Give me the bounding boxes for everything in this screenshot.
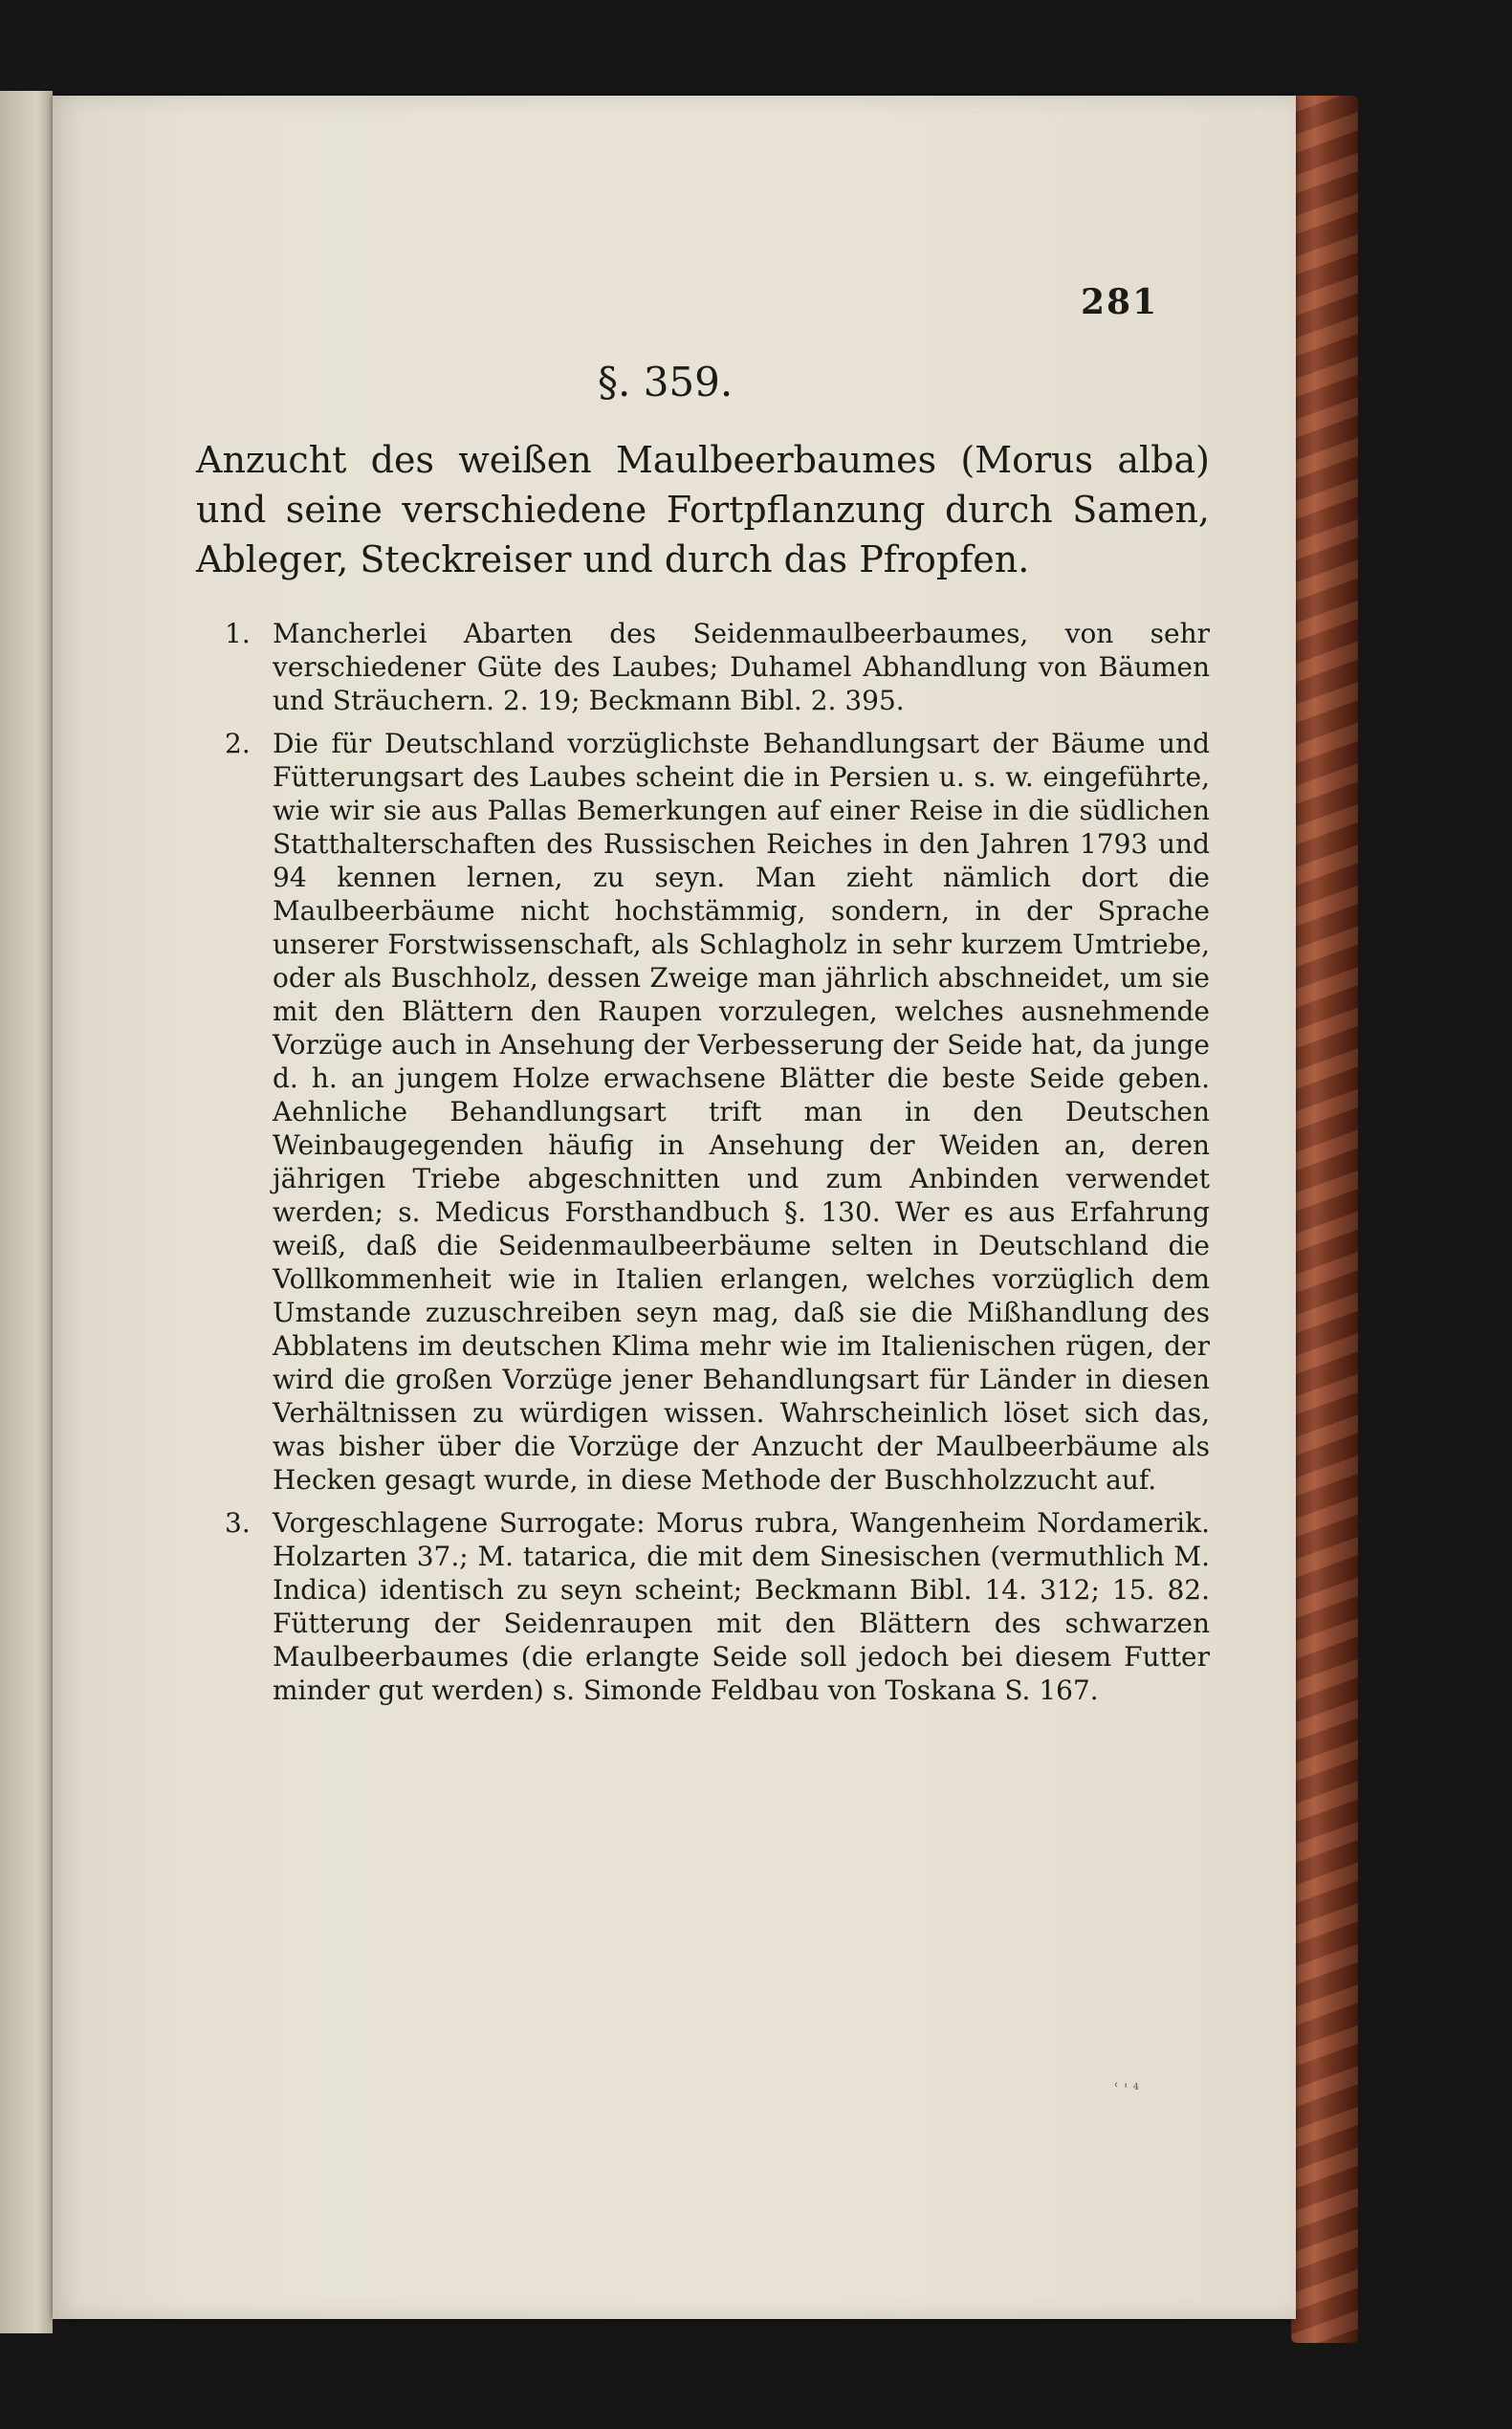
- note-item: [225, 727, 1210, 1497]
- note-text: Vorgeschlagene Surrogate: Morus rubra, Wangenheim Nordamerik. Holzarten 37.; M. tatarica, die mit dem Sinesischen (vermuthlich M. Indica) identisch zu seyn scheint; Beckmann Bibl. 14. 312; 15. 82. Fütterung der Seidenraupen mit den Blättern des schwarzen Maulbeerbaumes (die erlangte Seide soll jedoch bei diesem Futter minder gut werden) s. Simonde Feldbau von Toskana S. 167.: [273, 1507, 1210, 1706]
- note-number: 2.: [225, 728, 251, 759]
- note-number: 1.: [225, 618, 251, 649]
- section-number: §. 359.: [598, 359, 734, 405]
- note-text: Mancherlei Abarten des Seidenmaulbeerbaumes, von sehr verschiedener Güte des Laubes; Duhamel Abhandlung von Bäumen und Sträuchern. 2. 19; Beckmann Bibl. 2. 395.: [273, 618, 1210, 716]
- note-text: Die für Deutschland vorzüglichste Behandlungsart der Bäume und Fütterungsart des Laubes scheint die in Persien u. s. w. eingeführte, wie wir sie aus Pallas Bemerkungen auf einer Reise in die südlichen Statthalterschaften des Russischen Reiches in den Jahren 1793 und 94 kennen lernen, zu seyn. Man zieht nämlich dort die Maulbeerbäume nicht hochstämmig, sondern, in der Sprache unserer Forstwissenschaft, als Schlagholz in sehr kurzem Umtriebe, oder als Buschholz, dessen Zweige man jährlich abschneidet, um sie mit den Blättern den Raupen vorzulegen, welches ausnehmende Vorzüge auch in Ansehung der Verbesserung der Seide hat, da junge d. h. an jungem Holze erwachsene Blätter die beste Seide geben. Aehnliche Behandlungsart trift man in den Deutschen Weinbaugegenden häufig in Ansehung der Weiden an, deren jährigen Triebe abgeschnitten und zum Anbinden verwendet werden; s. Medicus Forsthandbuch §. 130. Wer es aus Erfahrung weiß, daß die Seidenmaulbeerbäume selten in Deutschland die Vollkommenheit wie in Italien erlangen, welches vorzüglich dem Umstande zuzuschreiben seyn mag, daß sie die Mißhandlung des Abblatens im deutschen Klima mehr wie im Italienischen rügen, der wird die großen Vorzüge jener Behandlungsart für Länder in diesen Verhältnissen zu würdigen wissen. Wahrscheinlich löset sich das, was bisher über die Vorzüge der Anzucht der Maulbeerbäume als Hecken gesagt wurde, in diese Methode der Buschholzzucht auf.: [273, 728, 1210, 1496]
- left-page-edge: [0, 91, 53, 2333]
- note-number: 3.: [225, 1507, 251, 1539]
- page-number: 281: [1081, 282, 1159, 322]
- book-page: [53, 96, 1296, 2319]
- section-heading: Anzucht des weißen Maulbeerbaumes (Morus alba) und seine verschiedene Fortpflanzung durch Samen, Ableger, Steckreiser und durch das Pfropfen.: [196, 439, 1210, 580]
- note-item: [225, 1506, 1210, 1707]
- book-cover-edge: [1291, 96, 1358, 2343]
- notes-list: [225, 617, 1210, 1717]
- note-item: [225, 617, 1210, 717]
- footer-mark: ʿ ' ⁴: [1114, 2080, 1139, 2098]
